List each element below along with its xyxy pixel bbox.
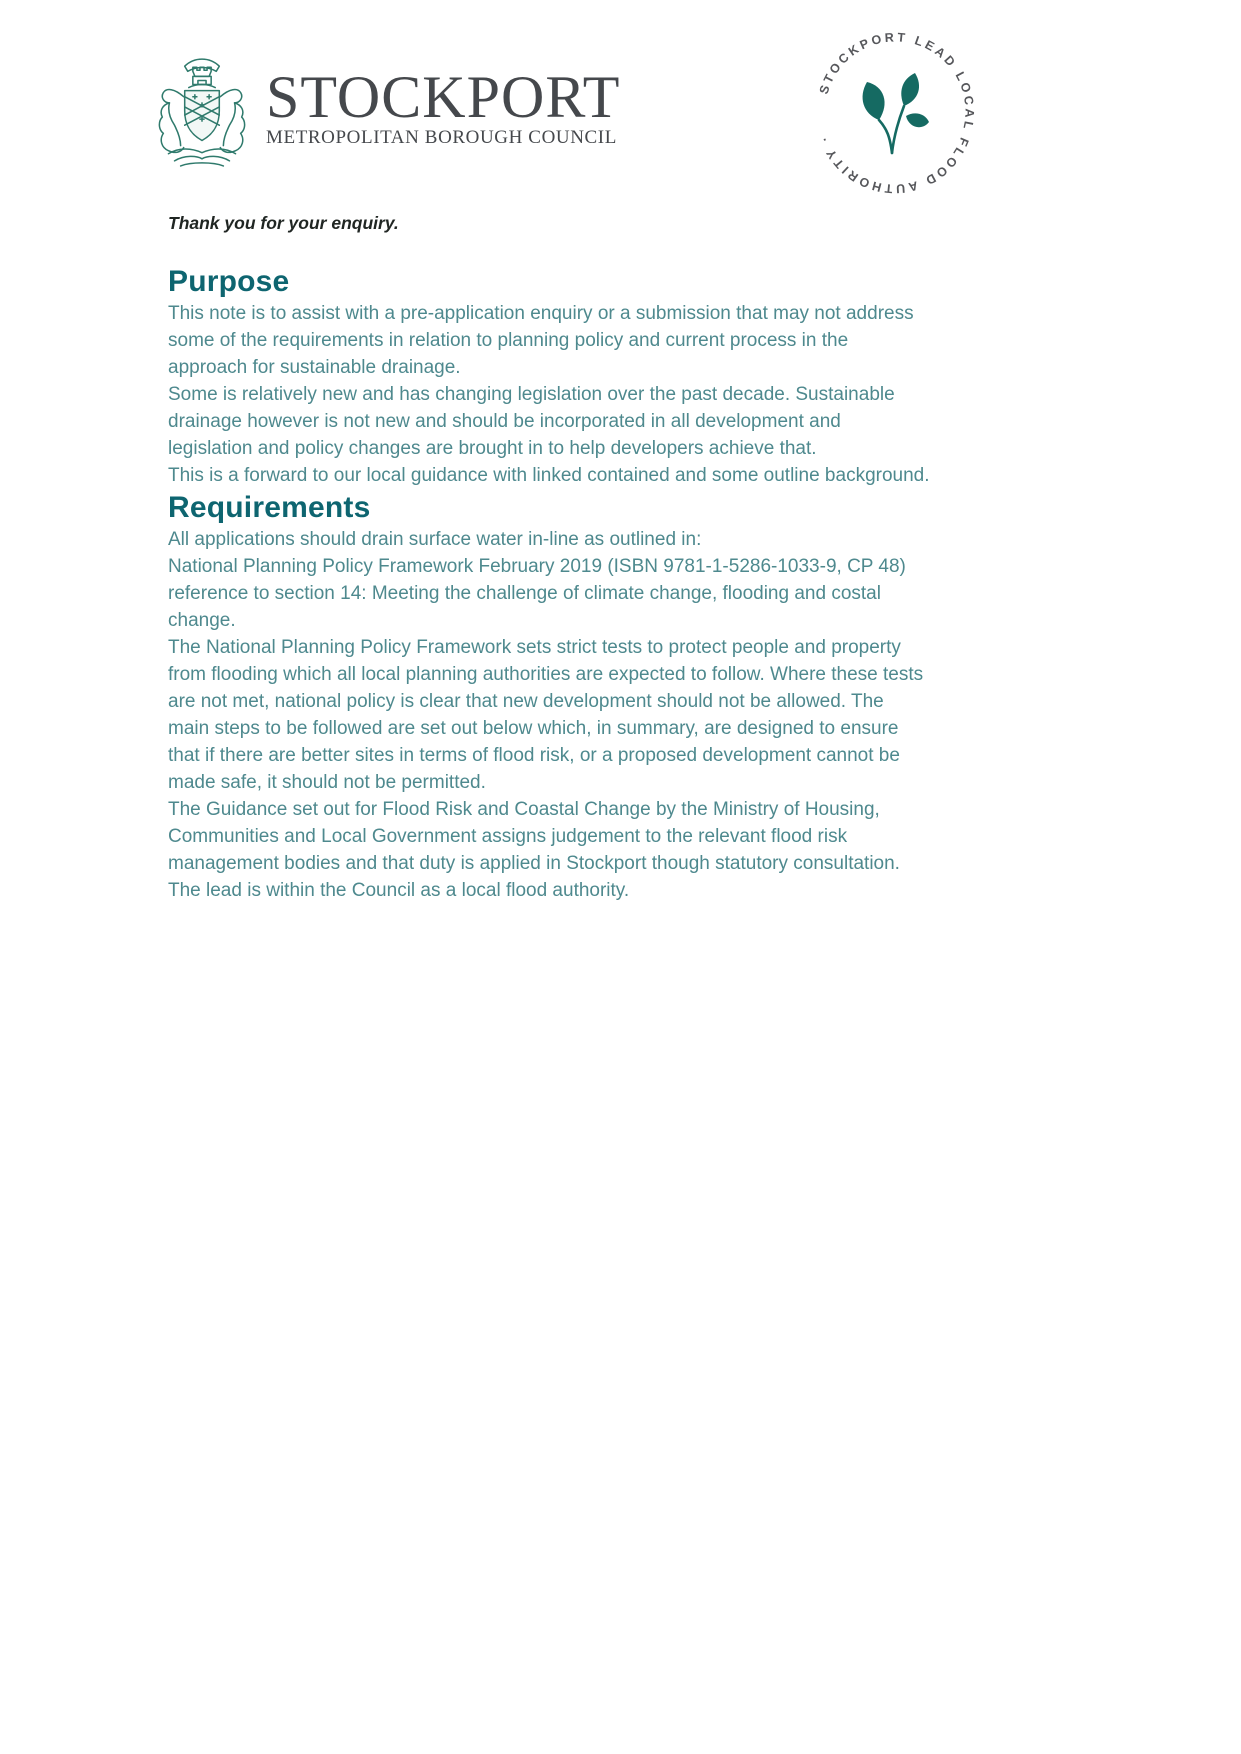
council-logo	[150, 54, 620, 170]
intro-line: Thank you for your enquiry.	[168, 213, 399, 233]
paragraph: This note is to assist with a pre-application enquiry or a submission that may not address some of the requirements in relation to planning policy and current process in the approach for sustainable drainage.	[168, 303, 914, 378]
badge-circular-text: STOCKPORT LEAD LOCAL FLOOD AUTHORITY ·	[816, 30, 977, 196]
paragraph: National Planning Policy Framework February 2019 (ISBN 9781-1-5286-1033-9, CP 48) reference to section 14: Meeting the challenge of climate change, flooding and costal change.	[168, 556, 906, 631]
section-heading-purpose: Purpose	[168, 265, 290, 298]
paragraph: This is a forward to our local guidance with linked contained and some outline background.	[168, 465, 930, 486]
document-body	[168, 212, 930, 904]
leaf-icon	[863, 73, 929, 153]
paragraph: Some is relatively new and has changing legislation over the past decade. Sustainable drainage however is not new and should be incorporated in all development and legislation and policy changes are brought in to help developers achieve that.	[168, 384, 895, 459]
paragraph: All applications should drain surface water in-line as outlined in:	[168, 529, 702, 550]
flood-authority-badge	[806, 24, 984, 202]
section-heading-requirements: Requirements	[168, 491, 371, 524]
council-wordmark: STOCKPORT	[266, 64, 621, 130]
council-subtitle: METROPOLITAN BOROUGH COUNCIL	[266, 127, 617, 148]
paragraph: The National Planning Policy Framework sets strict tests to protect people and property from flooding which all local planning authorities are expected to follow. Where these tests are not met, national policy is clear that new development should not be allowed. The main steps to be followed are set out below which, in summary, are designed to ensure that if there are better sites in terms of flood risk, or a proposed development cannot be made safe, it should not be permitted.	[168, 637, 924, 793]
paragraph: The Guidance set out for Flood Risk and Coastal Change by the Ministry of Housing, Communities and Local Government assigns judgement to the relevant flood risk management bodies and that duty is applied in Stockport though statutory consultation. The lead is within the Council as a local flood authority.	[168, 799, 900, 901]
coat-of-arms-icon	[150, 54, 254, 170]
council-logo-text	[266, 54, 620, 149]
